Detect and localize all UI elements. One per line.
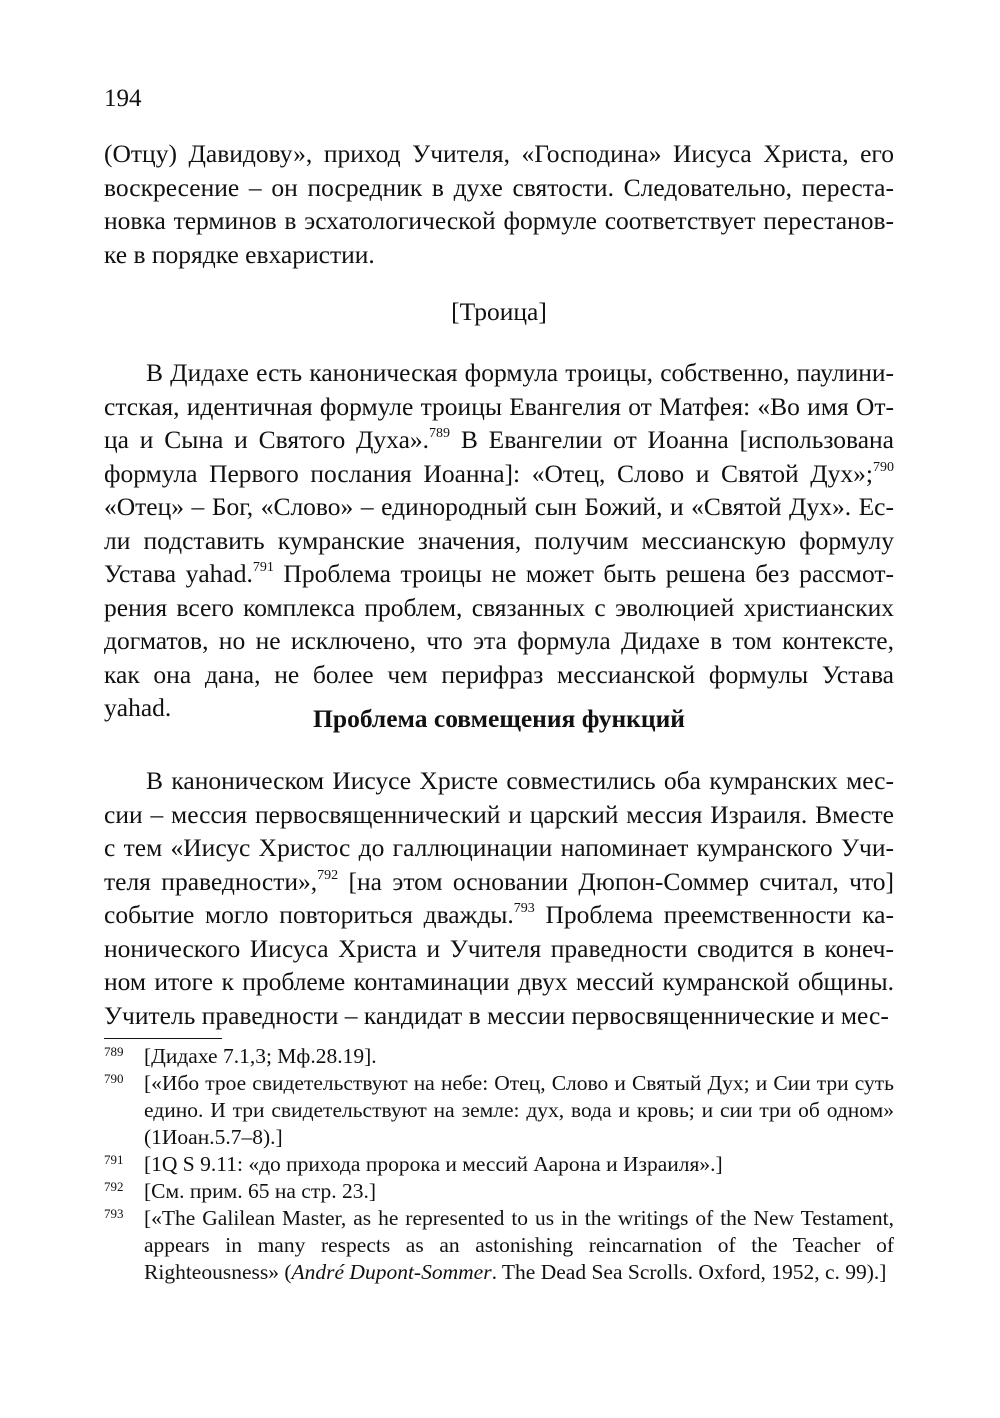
footnote-text: [«The Galilean Master, as he represented to us in the writings of the New Testament, appears in many respects as an astonishing reincarnation of the Teacher of Righteousness» ( <box>144 1206 894 1284</box>
footnote-ref[interactable]: 791 <box>252 560 274 575</box>
text-run: В Дидахе есть каноническая формула троицы, собственно, паулини-стская, идентичная формуле троицы Евангелия от Матфея: «Во имя От-ца и Сына и Святого Духа». <box>104 358 894 454</box>
footnote-text: . The Dead Sea Scrolls. Oxford, 1952, c. 99).] <box>491 1260 887 1284</box>
text-run: Проблема преемственности ка-нонического Иисуса Христа и Учителя праведности сводится в конеч-ном итоге к проблеме контаминации двух мессий кумранской общины. Учитель праведности – кандидат в мессии первосвященнические и мес- <box>104 900 894 1030</box>
section-heading-functions: Проблема совмещения функций <box>313 704 685 733</box>
functions-paragraph-block <box>104 764 894 1032</box>
footnote-text: [1Q S 9.11: «до прихода пророка и мессий Аарона и Израиля».] <box>144 1152 723 1176</box>
text-run: В каноническом Иисусе Христе совместились оба кумранских мес-сии – мессия первосвященнический и царский мессия Израиля. Вместе с тем «Иисус Христос до галлюцинации напоминает кумранского Учи-теля праведности», <box>104 766 894 896</box>
footnote-separator <box>104 1038 222 1039</box>
functions-paragraph <box>104 764 894 1032</box>
footnote-791: 791 [1Q S 9.11: «до прихода пророка и мессий Аарона и Израиля».] <box>104 1152 723 1176</box>
footnote-ref[interactable]: 789 <box>429 426 451 441</box>
footnote-author: André Dupont-Sommer <box>291 1260 492 1284</box>
footnote-ref[interactable]: 792 <box>317 867 339 883</box>
footnote-792: 792 [См. прим. 65 на стр. 23.] <box>104 1179 377 1203</box>
page-number: 194 <box>104 85 142 112</box>
footnote-790: 790 [«Ибо трое свидетельствуют на небе: Отец, Слово и Святый Дух; и Сии три суть едино. И три свидетельствуют на земле: дух, вода и кровь; и сии три об одном» (1Иоан.5.7–8).] <box>104 1071 894 1149</box>
intro-paragraph-block <box>104 137 894 271</box>
text-run: Проблема троицы не может быть решена без рассмот-рения всего комплекса проблем, связанных с эволюцией христианских догматов, но не исключено, что эта формула Дидахе в том контексте, как она дана, не более чем перифраз мессианской формулы Устава yahad. <box>104 559 894 722</box>
intro-paragraph: (Отцу) Давидову», приход Учителя, «Господина» Иисуса Христа, его воскресение – он посредник в духе святости. Следовательно, переста-новка терминов в эсхатологической формуле соответствует перестанов-ке в порядке евхаристии. <box>104 139 894 269</box>
trinity-paragraph <box>104 356 894 725</box>
footnotes-section <box>104 1043 894 1286</box>
trinity-paragraph-block <box>104 356 894 725</box>
footnote-793: 793 [«The Galilean Master, as he represented to us in the writings of the New Testament, appears in many respects as an astonishing reincarnation of the Teacher of Righteousness» (André Dupont-Sommer. The Dead Sea Scrolls. Oxford, 1952, c. 99).] <box>104 1206 894 1284</box>
text-run: [на этом основании Дюпон-Соммер считал, что] событие могло повториться дважды. <box>104 866 894 929</box>
text-run: «Отец» – Бог, «Слово» – единородный сын Божий, и «Святой Дух». Ес-ли подставить кумранские значения, получим мессианскую формулу Устава yahad. <box>104 492 894 588</box>
section-heading-trinity: [Троица] <box>451 297 547 326</box>
footnote-text: [См. прим. 65 на стр. 23.] <box>144 1179 377 1203</box>
footnote-text: [Дидахе 7.1,3; Мф.28.19]. <box>144 1044 377 1068</box>
footnote-ref[interactable]: 793 <box>513 901 535 916</box>
footnote-789: 789 [Дидахе 7.1,3; Мф.28.19]. <box>104 1044 377 1068</box>
text-run: В Евангелии от Иоанна [использована формула Первого послания Иоанна]: «Отец, Слово и Святой Дух»; <box>104 425 894 488</box>
footnote-text: [«Ибо трое свидетельствуют на небе: Отец, Слово и Святый Дух; и Сии три суть едино. И три свидетельствуют на земле: дух, вода и кровь; и сии три об одном» (1Иоан.5.7–8).] <box>144 1071 894 1149</box>
footnote-ref[interactable]: 790 <box>873 459 894 475</box>
